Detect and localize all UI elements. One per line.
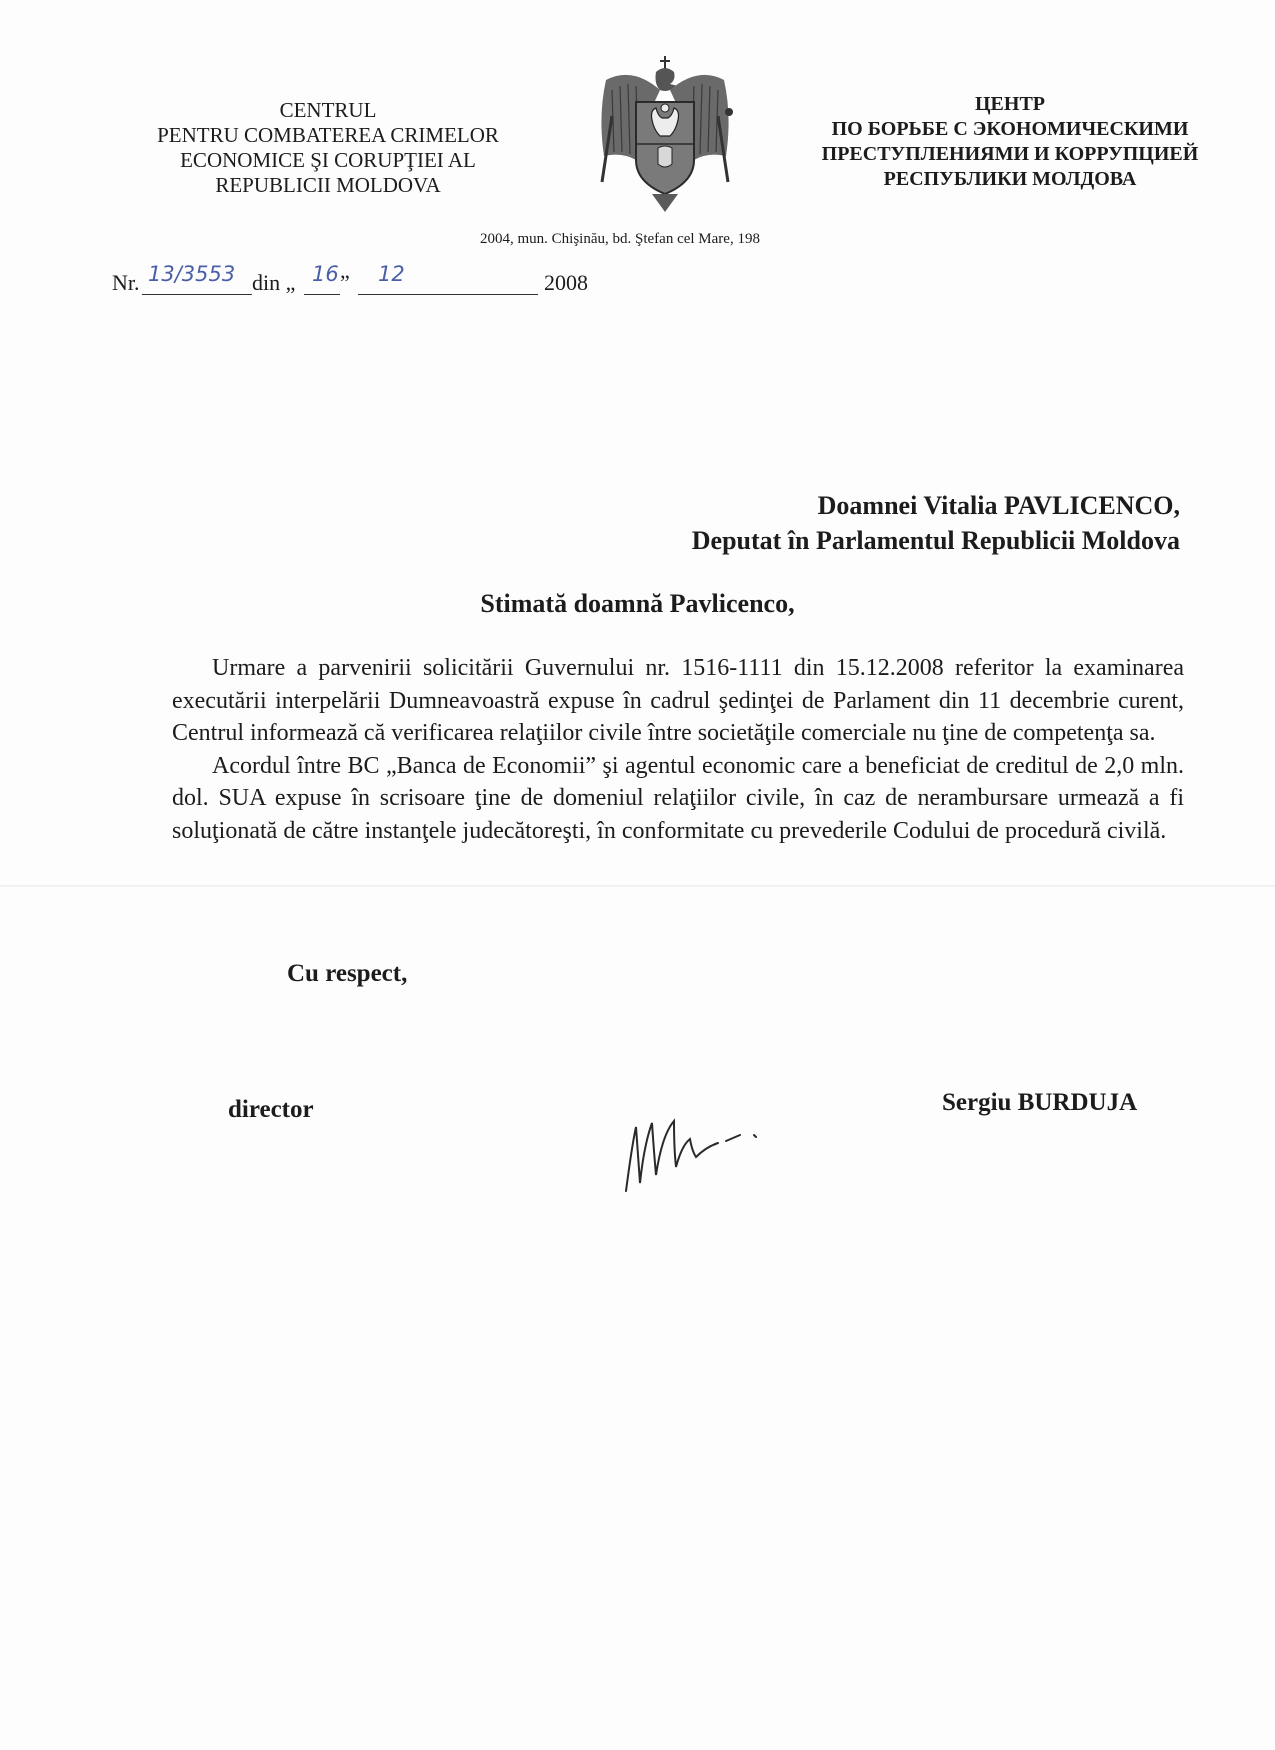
header-right-line: ПРЕСТУПЛЕНИЯМИ И КОРРУПЦИЕЙ: [821, 143, 1199, 165]
reference-day-underline: [304, 294, 340, 295]
body-paragraph: Acordul între BC „Banca de Economii” şi agentul economic care a beneficiat de creditul de 2,0 mln. dol. SUA expuse în scrisoare ţine de domeniul relaţiilor civile, în caz de nerambursare urmează a fi soluţionată de către instanţele judecătoreşti, în conformitate cu prevederile Codului de procedură civilă.: [172, 752, 1184, 844]
salutation: Stimată doamnă Pavlicenco,: [480, 589, 795, 618]
reference-quote-close: ”: [340, 270, 350, 295]
reference-number-underline: [142, 294, 252, 295]
reference-din-label: din „: [252, 270, 296, 295]
signatory-name: Sergiu BURDUJA: [942, 1089, 1138, 1116]
header-left-line: REPUBLICII MOLDOVA: [215, 173, 441, 197]
letter-body: [172, 652, 1184, 847]
reference-day: 16: [312, 262, 339, 286]
reference-year: 2008: [544, 270, 588, 295]
closing: Cu respect,: [287, 960, 408, 987]
header-left-line: ECONOMICE ŞI CORUPŢIEI AL: [180, 148, 476, 172]
header-left-line: CENTRUL: [279, 98, 377, 122]
header-right-line: ПО БОРЬБЕ С ЭКОНОМИЧЕСКИМИ: [831, 118, 1189, 140]
header-left-line: PENTRU COMBATEREA CRIMELOR: [157, 123, 499, 147]
signatory-role: director: [228, 1096, 314, 1123]
reference-line: [112, 260, 672, 300]
reference-month: 12: [378, 262, 405, 286]
header-right-line: РЕСПУБЛИКИ МОЛДОВА: [883, 168, 1137, 190]
reference-number: 13/3553: [148, 262, 236, 286]
body-paragraph: Urmare a parvenirii solicitării Guvernului nr. 1516-1111 din 15.12.2008 referitor la examinarea executării interpelării Dumneavoastră expuse în cadrul şedinţei de Parlament din 11 decembrie curent, Centrul informează că verificarea relaţiilor civile între societăţile comerciale nu ţine de competenţa sa.: [172, 655, 1184, 746]
recipient-block: [560, 488, 1180, 558]
reference-month-underline: [358, 294, 538, 295]
recipient-title: Deputat în Parlamentul Republicii Moldova: [691, 526, 1180, 555]
reference-nr-label: Nr.: [112, 270, 140, 295]
office-address: 2004, mun. Chişinău, bd. Ştefan cel Mare, 198: [480, 231, 760, 247]
handwritten-signature: [618, 1105, 788, 1205]
header-left-romanian: [118, 98, 538, 198]
moldova-coat-of-arms-icon: [592, 56, 738, 212]
header-right-russian: [785, 92, 1235, 192]
paper-fold-line: [0, 885, 1275, 887]
recipient-name: Doamnei Vitalia PAVLICENCO,: [817, 491, 1180, 520]
header-right-line: ЦЕНТР: [974, 93, 1045, 115]
